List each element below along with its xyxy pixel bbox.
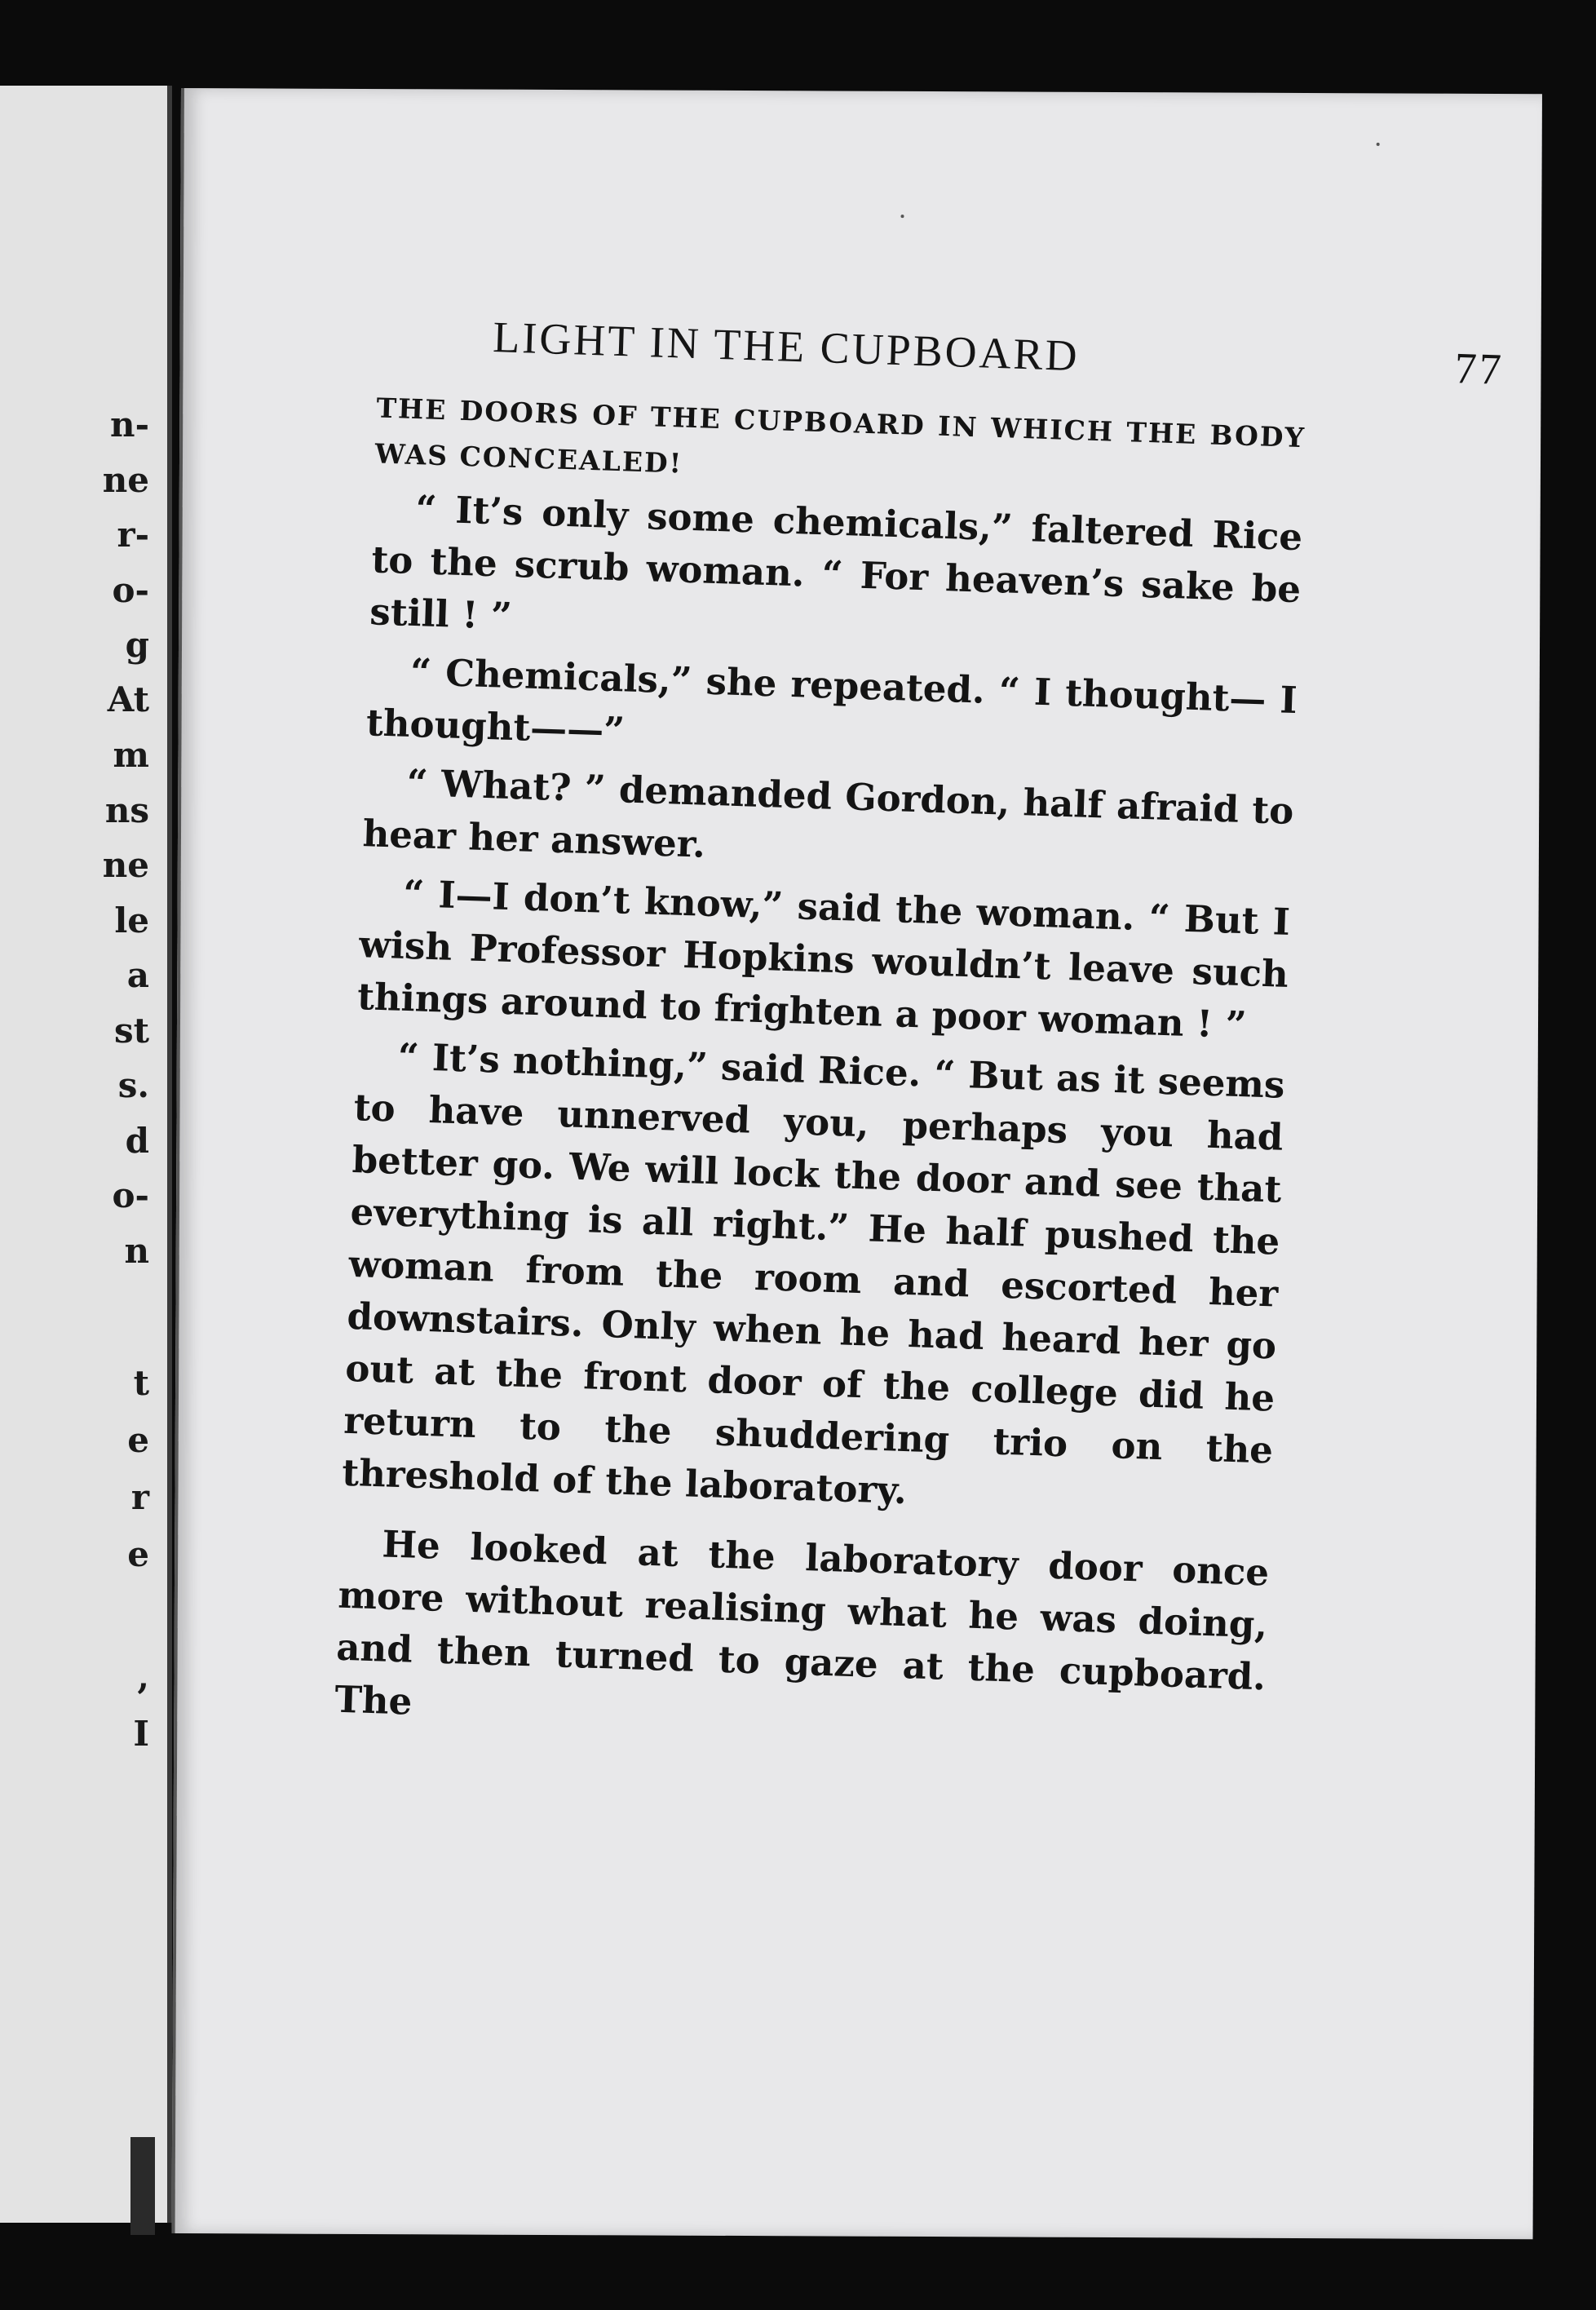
left-fragment: At — [107, 679, 149, 719]
left-fragment: e — [127, 1420, 149, 1460]
page-content — [143, 66, 1569, 2254]
left-fragment: o- — [112, 570, 149, 610]
left-fragment: , — [137, 1657, 149, 1697]
paragraph: “ It’s nothing,” said Rice. “ But as it seems to have unnerved you, perhaps you had better go. We will lock the door and see that everything is all right.” He half pushed the woman from the room and escorted her downstairs. Only when he had heard her go out at the front door of the college did he return to the shuddering trio on the threshold of the laboratory. — [341, 1034, 1286, 1513]
left-fragment: ne — [102, 845, 149, 885]
left-facing-page — [0, 86, 172, 2223]
body-text — [334, 385, 1306, 1762]
left-fragment: t — [133, 1363, 149, 1403]
running-head-title: LIGHT IN THE CUPBOARD — [492, 312, 1081, 381]
book-page — [172, 88, 1542, 2239]
paper-speck — [1377, 143, 1380, 146]
left-fragment: s. — [117, 1065, 149, 1105]
left-fragment: o- — [112, 1175, 149, 1215]
left-fragment: g — [125, 625, 149, 665]
left-fragment: a — [126, 955, 149, 995]
paragraph: THE DOORS OF THE CUPBOARD IN WHICH THE BODY WAS CONCEALED! — [374, 392, 1306, 480]
paper-speck — [900, 215, 904, 218]
page-number: 77 — [1453, 343, 1505, 395]
paragraph: “ I—I don’t know,” said the woman. “ But I wish Professor Hopkins wouldn’t leave such things around to frighten a poor woman ! ” — [356, 871, 1291, 1047]
paragraph: “ It’s only some chemicals,” faltered Rice to the scrub woman. “ For heaven’s sake be still ! ” — [369, 487, 1303, 638]
left-fragment: ns — [104, 790, 149, 830]
left-fragment: st — [113, 1011, 149, 1051]
left-fragment: d — [125, 1121, 149, 1161]
left-fragment: le — [114, 901, 149, 940]
left-fragment: n- — [110, 405, 149, 445]
left-fragment: I — [133, 1714, 149, 1754]
paragraph: He looked at the laboratory door once more without realising what he was doing, and then turned to gaze at the cupboard. The — [334, 1522, 1270, 1724]
left-fragment: n — [124, 1231, 149, 1271]
paragraph: “ Chemicals,” she repeated. “ I thought— I thought——” — [365, 649, 1298, 753]
left-fragment: r — [130, 1477, 149, 1517]
left-fragment: ne — [102, 460, 149, 500]
left-fragment: m — [113, 735, 149, 775]
left-fragment: r- — [117, 515, 149, 555]
left-fragment: e — [127, 1534, 149, 1574]
running-head — [492, 312, 1504, 395]
paragraph: “ What? ” demanded Gordon, half afraid to hear her answer. — [361, 760, 1295, 866]
